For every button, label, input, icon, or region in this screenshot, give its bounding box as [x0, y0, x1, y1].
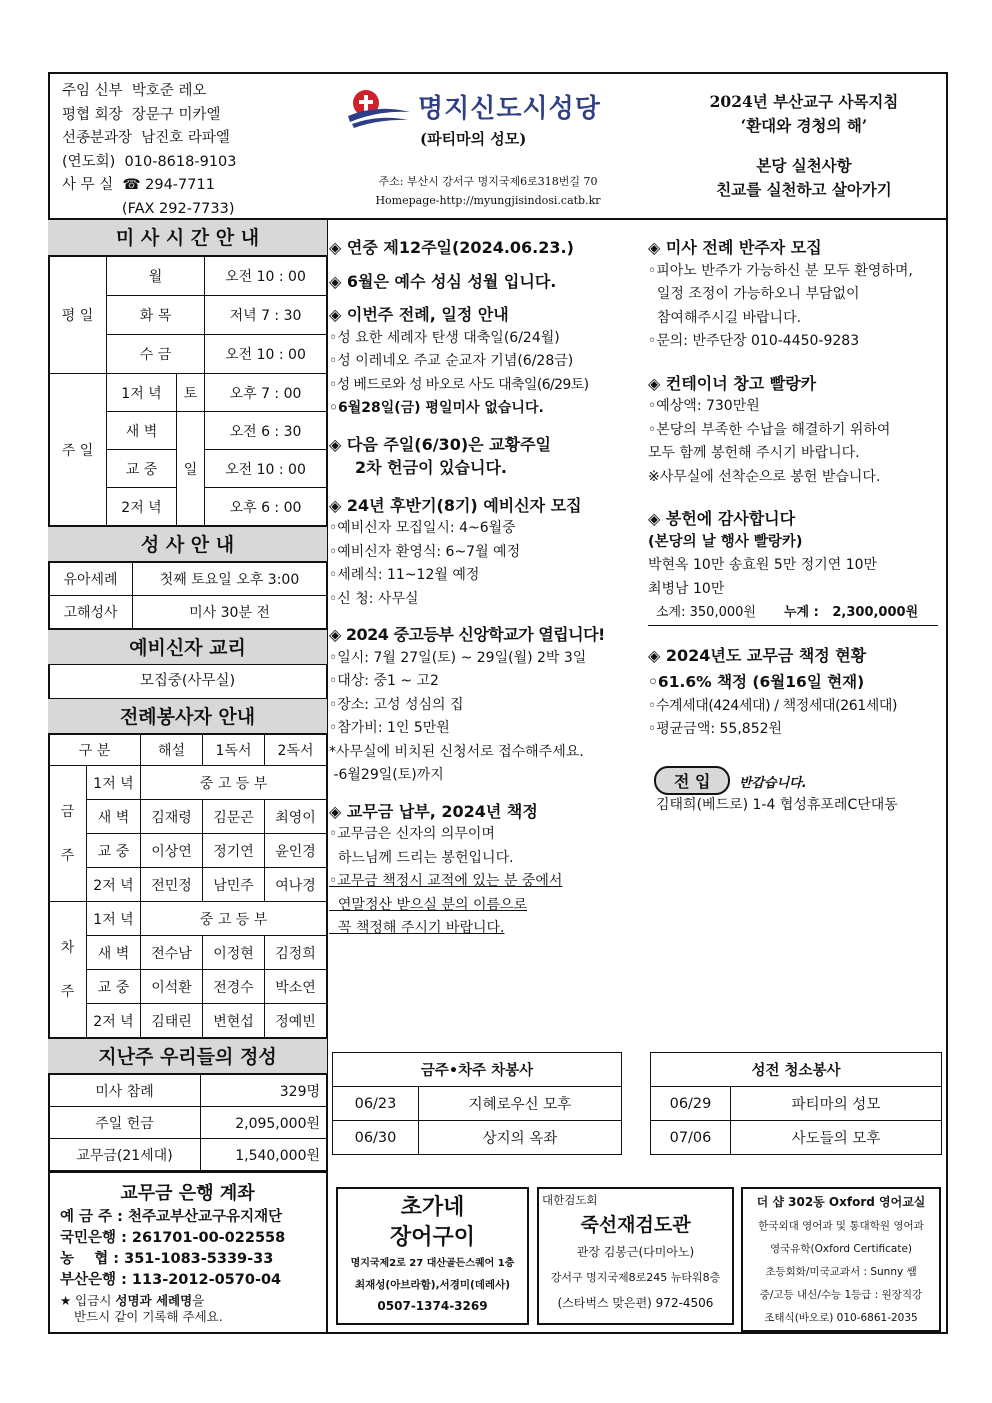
notice-title: 미사 전례 반주자 모집 — [665, 238, 822, 257]
right-column — [648, 236, 943, 817]
label-char: 금 — [60, 803, 75, 820]
sunday-label: 주 일 — [49, 374, 107, 526]
duty-group: 지혜로우신 모후 — [419, 1087, 622, 1121]
bank-line: 농 협 : 351-1083-5339-33 — [60, 1251, 274, 1267]
server-cell: 최영이 — [265, 800, 327, 834]
mass-name: 새 벽 — [107, 412, 177, 450]
duty-group: 상지의 옥좌 — [419, 1121, 622, 1155]
servers-header: 해설 — [141, 735, 203, 766]
notice-line: ◦교무금은 신자의 의무이며 — [329, 826, 495, 842]
notice-heading: ◈ 컨테이너 창고 빨랑카 — [648, 373, 817, 393]
motto-line: ‘환대와 경청의 해’ — [740, 116, 868, 135]
server-cell: 김태린 — [141, 1004, 203, 1038]
notice-title: 다음 주일(6/30)은 교황주일 — [346, 434, 551, 454]
ad-line: 초등회화/미국교과서 : Sunny 쌤 — [765, 1266, 917, 1278]
notice-line: ◦본당의 부족한 수납을 해결하기 위하여 — [648, 421, 891, 438]
mass-day: 수 금 — [107, 335, 205, 374]
next-week-label — [49, 902, 87, 1038]
notice-heading: ◈ 다음 주일(6/30)은 교황주일 — [329, 434, 551, 454]
offering-table — [48, 1074, 327, 1171]
duty-date: 06/23 — [333, 1087, 419, 1121]
notice-line: 모두 함께 봉헌해 주시기 바랍니다. — [648, 445, 860, 461]
church-name: 명지신도시성당 — [418, 94, 601, 124]
notice-line: 꼭 책정해 주시기 바랍니다. — [329, 920, 505, 936]
notice-line: ◦성 베드로와 성 바오로 사도 대축일(6/29토) — [329, 376, 589, 393]
notice-subtitle: (본당의 날 행사 빨랑카) — [648, 533, 803, 550]
donation-total: 누계 : 2,300,000원 — [783, 605, 919, 620]
server-cell: 김재령 — [141, 800, 203, 834]
middle-column — [329, 236, 639, 941]
servers-table — [48, 734, 327, 1038]
ad-line: 영국유학(Oxford Certificate) — [769, 1243, 913, 1255]
server-row-name: 2저 녁 — [87, 868, 141, 902]
server-row-name: 1저 녁 — [87, 902, 141, 936]
server-row-name: 교 중 — [87, 970, 141, 1004]
car-duty-title: 금주•차주 차봉사 — [333, 1053, 622, 1087]
server-cell: 정예빈 — [265, 1004, 327, 1038]
bank-account-box — [48, 1171, 327, 1324]
mass-day: 토 — [177, 374, 205, 412]
bank-note-text: ★ 입금시 — [60, 1293, 116, 1308]
mass-name: 교 중 — [107, 450, 177, 488]
donor-line: 박현옥 10만 송효원 5만 정기연 10만 — [648, 557, 878, 573]
notice-line: ◦장소: 고성 성심의 집 — [329, 696, 464, 713]
mass-time: 오후 7 : 00 — [205, 374, 327, 412]
staff-line: 주임 신부 박호준 레오 — [62, 83, 207, 99]
server-cell: 남민주 — [203, 868, 265, 902]
bank-note-bold: 성명과 세례명 — [115, 1293, 193, 1308]
ad-line: 관장 김봉근(다미아노) — [576, 1245, 695, 1259]
mass-time: 오전 10 : 00 — [205, 257, 327, 296]
server-cell: 박소연 — [265, 970, 327, 1004]
notice-title: 6월은 예수 성심 성월 입니다. — [346, 271, 557, 291]
notice-line: ◦문의: 반주단장 010-4450-9283 — [648, 333, 860, 349]
church-address — [338, 172, 638, 210]
ad-line: (스타벅스 맞은편) 972-4506 — [557, 1296, 714, 1310]
server-cell: 이석환 — [141, 970, 203, 1004]
welcome-text: 반갑습니다. — [738, 775, 807, 791]
ad-line: 한국외대 영어과 및 통대학원 영어과 — [758, 1220, 924, 1232]
duty-date: 06/30 — [333, 1121, 419, 1155]
ad-title: 더 샵 302동 Oxford 영어교실 — [756, 1195, 926, 1209]
mass-schedule-title: 미 사 시 간 안 내 — [48, 220, 327, 256]
server-row-name: 새 벽 — [87, 800, 141, 834]
bank-note-text: 을 — [192, 1293, 205, 1308]
notice-heading: ◈ 이번주 전례, 일정 안내 — [329, 305, 509, 324]
bank-title: 교무금 은행 계좌 — [120, 1183, 255, 1204]
server-group: 중 고 등 부 — [141, 766, 327, 800]
server-cell: 윤인경 — [265, 834, 327, 868]
server-group: 중 고 등 부 — [141, 902, 327, 936]
welcome-badge: 전 입 — [654, 766, 730, 795]
offering-value: 2,095,000원 — [201, 1107, 327, 1139]
this-week-label — [49, 766, 87, 902]
staff-line: 사 무 실 ☎ 294-7711 — [62, 177, 215, 193]
servers-header: 구 분 — [49, 735, 141, 766]
ad-title: 초가네 — [400, 1195, 465, 1220]
notice-title: 2024년도 교무금 책정 현황 — [665, 645, 867, 665]
notice-line: ◦예비신자 환영식: 6~7월 예정 — [329, 543, 521, 560]
notice-line: ◦예비신자 모집일시: 4~6월중 — [329, 520, 516, 536]
sacrament-title: 성 사 안 내 — [48, 526, 327, 562]
mass-day: 일 — [177, 412, 205, 526]
notice-heading: ◈ 2024년도 교무금 책정 현황 — [648, 645, 867, 665]
server-cell: 김문곤 — [203, 800, 265, 834]
motto-line: 본당 실천사항 — [756, 156, 852, 175]
ad-english-class — [741, 1187, 941, 1332]
sacrament-name: 고해성사 — [49, 596, 133, 629]
ad-line: 중/고등 내신/수능 1등급 : 원장직강 — [759, 1289, 923, 1301]
donation-summary — [648, 601, 938, 626]
mass-day: 화 목 — [107, 296, 205, 335]
notice-line: -6월29일(토)까지 — [329, 767, 444, 783]
server-row-name: 새 벽 — [87, 936, 141, 970]
offering-value: 1,540,000원 — [201, 1139, 327, 1171]
notice-title: 이번주 전례, 일정 안내 — [346, 305, 509, 324]
ad-line: 조태식(바오로) 010-6861-2035 — [764, 1312, 918, 1324]
ad-line: 명지국제2로 27 대산골든스퀘어 1층 — [350, 1258, 515, 1269]
staff-line: (FAX 292-7733) — [62, 200, 235, 217]
server-cell: 김정희 — [265, 936, 327, 970]
staff-line: 평협 회장 장문구 미카엘 — [62, 106, 221, 123]
bank-note-text: 반드시 같이 기록해 주세요. — [74, 1309, 223, 1324]
server-cell: 변현섭 — [203, 1004, 265, 1038]
server-cell: 전민정 — [141, 868, 203, 902]
notice-line: ◦예상액: 730만원 — [648, 398, 760, 414]
weekday-label: 평 일 — [49, 257, 107, 374]
welcome-person: 김태희(베드로) 1-4 협성휴포레C단대동 — [656, 796, 898, 813]
left-column — [48, 220, 327, 1324]
notice-title: 교무금 납부, 2024년 책정 — [346, 801, 538, 821]
mass-name: 2저 녁 — [107, 488, 177, 526]
mass-day: 월 — [107, 257, 205, 296]
notice-line: ◦대상: 중1 ~ 고2 — [329, 673, 439, 689]
notice-line: ◦6월28일(금) 평일미사 없습니다. — [329, 400, 544, 416]
label-char: 차 — [60, 939, 75, 956]
mass-time: 오전 6 : 30 — [205, 412, 327, 450]
church-logo-icon — [346, 86, 412, 132]
notice-line: ※사무실에 선착순으로 봉헌 받습니다. — [648, 468, 881, 485]
cleaning-duty-title: 성전 청소봉사 — [651, 1053, 942, 1087]
notice-title: 봉헌에 감사합니다 — [665, 509, 796, 528]
duty-group: 사도들의 모후 — [731, 1121, 942, 1155]
homepage-link[interactable]: Homepage-http://myungjisindosi.catb.kr — [375, 194, 601, 207]
servers-header: 2독서 — [265, 735, 327, 766]
servers-header: 1독서 — [203, 735, 265, 766]
staff-line: 선종분과장 남진호 라파엘 — [62, 130, 230, 146]
address-text: 주소: 부산시 강서구 명지국제6로318번길 70 — [378, 175, 598, 188]
sacrament-value: 첫째 토요일 오후 3:00 — [133, 563, 327, 596]
ad-line: 최재성(아브라함),서경미(데레사) — [354, 1279, 511, 1291]
mass-time: 오전 10 : 00 — [205, 335, 327, 374]
notice-line: ◦세례식: 11~12월 예정 — [329, 567, 480, 583]
notice-line: ◦성 요한 세례자 탄생 대축일(6/24월) — [329, 329, 560, 346]
notice-line: ◦참가비: 1인 5만원 — [329, 720, 450, 736]
ad-title: 죽선재검도관 — [580, 1214, 691, 1236]
donor-line: 최병남 10만 — [648, 580, 725, 597]
bank-line: 부산은행 : 113-2012-0570-04 — [60, 1272, 282, 1288]
notice-line: 연말정산 받으실 분의 이름으로 — [329, 896, 528, 913]
notice-line: ◦피아노 반주가 가능하신 분 모두 환영하며, — [648, 262, 913, 279]
notice-line: ◦일시: 7월 27일(토) ~ 29일(월) 2박 3일 — [329, 649, 587, 666]
offering-value: 329명 — [201, 1075, 327, 1107]
mass-name: 1저 녁 — [107, 374, 177, 412]
notice-heading: ◈ 연중 제12주일(2024.06.23.) — [329, 238, 574, 257]
notice-title: 2차 헌금이 있습니다. — [355, 458, 507, 477]
ad-line: 강서구 명지국제8로245 뉴타워8층 — [550, 1271, 721, 1284]
pastoral-motto — [668, 90, 940, 202]
notice-line: 참여해주시길 바랍니다. — [648, 309, 802, 326]
offering-name: 미사 참례 — [49, 1075, 201, 1107]
notice-heading: ◈ 봉헌에 감사합니다 — [648, 509, 796, 528]
sacrament-name: 유아세례 — [49, 563, 133, 596]
sacrament-table — [48, 562, 327, 629]
label-char: 주 — [60, 983, 75, 1000]
sacrament-value: 미사 30분 전 — [133, 596, 327, 629]
motto-line: 친교를 실천하고 살아가기 — [716, 180, 892, 199]
ad-title: 장어구이 — [389, 1225, 475, 1250]
notice-heading: ◈ 6월은 예수 성심 성월 입니다. — [329, 271, 557, 291]
notice-title: 24년 후반기(8기) 예비신자 모집 — [346, 495, 582, 515]
server-cell: 여나경 — [265, 868, 327, 902]
notice-line: 하느님께 드리는 봉헌입니다. — [329, 849, 514, 866]
donation-subtotal: 소계: 350,000원 — [656, 605, 756, 620]
motto-line: 2024년 부산교구 사목지침 — [709, 92, 899, 111]
church-subtitle: (파티마의 성모) — [420, 130, 527, 148]
cleaning-duty-table — [650, 1052, 942, 1155]
notice-title: 컨테이너 창고 빨랑카 — [665, 373, 817, 393]
duty-date: 07/06 — [651, 1121, 731, 1155]
staff-line: (연도회) 010-8618-9103 — [62, 153, 237, 170]
bank-lines — [60, 1207, 327, 1291]
bank-line: 예 금 주 : 천주교부산교구유지재단 — [60, 1209, 283, 1225]
offering-name: 교무금(21세대) — [49, 1139, 201, 1171]
server-cell: 전수남 — [141, 936, 203, 970]
server-cell: 이정현 — [203, 936, 265, 970]
notice-line: 일정 조정이 가능하오니 부담없이 — [648, 286, 860, 302]
notice-line: *사무실에 비치된 신청서로 접수해주세요. — [329, 743, 584, 760]
car-duty-table — [332, 1052, 622, 1155]
notice-title: 2024 중고등부 신앙학교가 열립니다! — [345, 625, 605, 644]
server-cell: 정기연 — [203, 834, 265, 868]
notice-line: ◦평균금액: 55,852원 — [648, 721, 783, 737]
ad-line: 대한검도회 — [542, 1193, 598, 1207]
mass-time: 오전 10 : 00 — [205, 450, 327, 488]
label-char: 주 — [60, 847, 75, 864]
ad-kendo — [537, 1187, 734, 1325]
duty-date: 06/29 — [651, 1087, 731, 1121]
catechumen-title: 예비신자 교리 — [48, 629, 327, 665]
notice-heading: ◈ 24년 후반기(8기) 예비신자 모집 — [329, 495, 582, 515]
header — [48, 72, 948, 220]
offering-title: 지난주 우리들의 정성 — [48, 1038, 327, 1074]
bank-note — [60, 1293, 327, 1325]
duty-group: 파티마의 성모 — [731, 1087, 942, 1121]
mass-schedule-table — [48, 256, 327, 526]
notice-heading: ◈ 미사 전례 반주자 모집 — [648, 238, 822, 257]
mass-time: 오후 6 : 00 — [205, 488, 327, 526]
server-row-name: 2저 녁 — [87, 1004, 141, 1038]
notice-title: 연중 제12주일(2024.06.23.) — [346, 238, 574, 257]
server-cell: 전경수 — [203, 970, 265, 1004]
notice-line: ◦신 청: 사무실 — [329, 590, 419, 607]
notice-line: ◦교무금 책정시 교적에 있는 분 중에서 — [329, 873, 563, 889]
servers-title: 전례봉사자 안내 — [48, 698, 327, 734]
server-cell: 이상연 — [141, 834, 203, 868]
notice-heading: ◈ 교무금 납부, 2024년 책정 — [329, 801, 538, 821]
notice-line: ◦성 이레네오 주교 순교자 기념(6/28금) — [329, 353, 574, 369]
server-row-name: 교 중 — [87, 834, 141, 868]
ad-line: 0507-1374-3269 — [377, 1299, 488, 1313]
offering-name: 주일 헌금 — [49, 1107, 201, 1139]
welcome-banner — [648, 766, 943, 794]
bank-line: 국민은행 : 261701-00-022558 — [60, 1230, 286, 1246]
ad-eel-restaurant — [336, 1187, 529, 1325]
server-row-name: 1저 녁 — [87, 766, 141, 800]
notice-line: ◦수계세대(424세대) / 책정세대(261세대) — [648, 697, 898, 714]
staff-list — [62, 80, 237, 221]
notice-line: ◦61.6% 책정 (6월16일 현재) — [648, 673, 865, 691]
notice-heading: ◈ 2024 중고등부 신앙학교가 열립니다! — [329, 625, 605, 644]
mass-time: 저녁 7 : 30 — [205, 296, 327, 335]
catechumen-status: 모집중(사무실) — [139, 673, 236, 689]
